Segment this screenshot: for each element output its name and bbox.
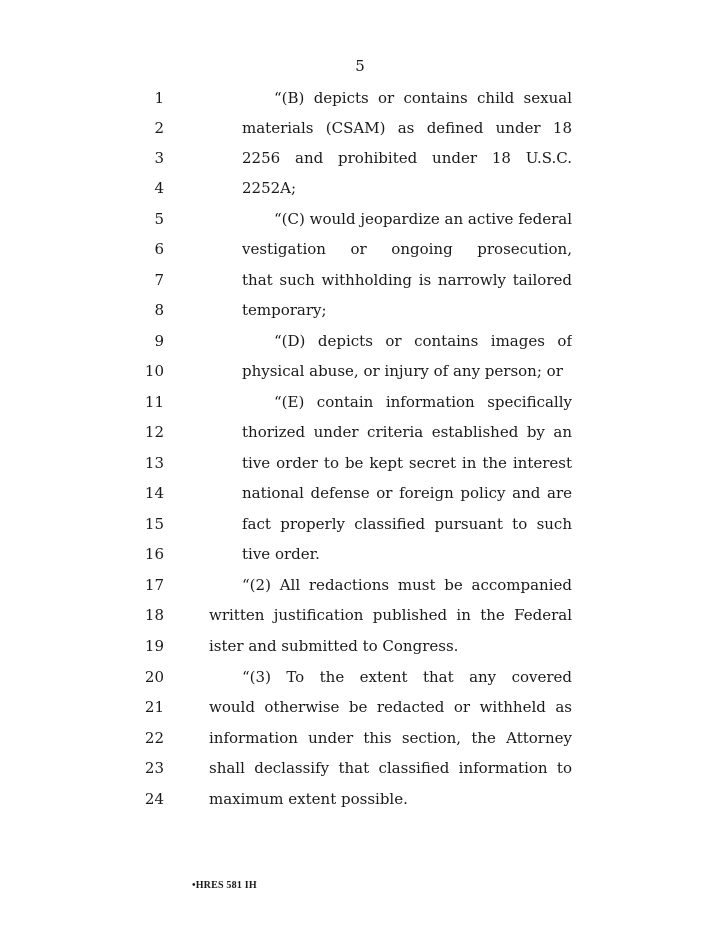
line-number: 12 (144, 423, 164, 441)
line-number: 2 (154, 119, 164, 137)
document-line (0, 603, 720, 633)
line-text: national defense or foreign policy and are (242, 484, 572, 502)
document-line (0, 176, 720, 206)
line-number: 22 (144, 729, 164, 747)
document-line (0, 298, 720, 328)
line-number: 17 (144, 576, 164, 594)
line-text: thorized under criteria established by an (242, 423, 572, 441)
line-text: that such withholding is narrowly tailored (242, 271, 572, 289)
document-line (0, 420, 720, 450)
line-text: “(3) To the extent that any covered (242, 668, 572, 686)
line-number: 8 (154, 301, 164, 319)
page-number: 5 (355, 57, 365, 75)
line-number: 5 (154, 210, 164, 228)
line-text: “(B) depicts or contains child sexual (274, 89, 572, 107)
document-line (0, 268, 720, 298)
line-text: 2256 and prohibited under 18 U.S.C. (242, 149, 572, 167)
document-line (0, 542, 720, 572)
line-text: fact properly classified pursuant to such (242, 515, 572, 533)
line-number: 21 (144, 698, 164, 716)
line-number: 23 (144, 759, 164, 777)
line-text: information under this section, the Attorney (209, 729, 572, 747)
document-line (0, 573, 720, 603)
line-text: ister and submitted to Congress. (209, 637, 459, 655)
line-number: 14 (144, 484, 164, 502)
line-text: written justification published in the Federal (209, 606, 572, 624)
line-number: 10 (144, 362, 164, 380)
document-line (0, 787, 720, 817)
line-number: 4 (154, 179, 164, 197)
line-text: “(D) depicts or contains images of (274, 332, 572, 350)
document-line (0, 665, 720, 695)
line-number: 19 (144, 637, 164, 655)
document-line (0, 726, 720, 756)
document-line (0, 146, 720, 176)
line-text: vestigation or ongoing prosecution, (242, 240, 572, 258)
document-line (0, 116, 720, 146)
document-line (0, 207, 720, 237)
document-line (0, 86, 720, 116)
line-number: 11 (144, 393, 164, 411)
document-line (0, 756, 720, 786)
line-text: 2252A; (242, 179, 297, 197)
line-text: tive order to be kept secret in the interest (242, 454, 572, 472)
line-number: 24 (144, 790, 164, 808)
line-text: “(E) contain information specifically (274, 393, 572, 411)
line-text: materials (CSAM) as defined under 18 (242, 119, 572, 137)
document-line (0, 329, 720, 359)
document-line (0, 390, 720, 420)
line-text: temporary; (242, 301, 327, 319)
line-number: 13 (144, 454, 164, 472)
line-number: 18 (144, 606, 164, 624)
document-line (0, 695, 720, 725)
line-number: 16 (144, 545, 164, 563)
line-number: 6 (154, 240, 164, 258)
line-text: shall declassify that classified information to (209, 759, 572, 777)
line-text: “(2) All redactions must be accompanied (242, 576, 572, 594)
line-text: would otherwise be redacted or withheld as (209, 698, 572, 716)
line-number: 7 (154, 271, 164, 289)
document-line (0, 481, 720, 511)
document-line (0, 237, 720, 267)
document-line (0, 634, 720, 664)
line-number: 15 (144, 515, 164, 533)
line-text: tive order. (242, 545, 320, 563)
document-line (0, 512, 720, 542)
line-number: 9 (154, 332, 164, 350)
line-number: 1 (154, 89, 164, 107)
line-text: maximum extent possible. (209, 790, 408, 808)
line-text: physical abuse, or injury of any person; or (242, 362, 563, 380)
document-line (0, 451, 720, 481)
line-text: “(C) would jeopardize an active federal (274, 210, 572, 228)
document-footer: •HRES 581 IH (192, 880, 257, 891)
line-number: 3 (154, 149, 164, 167)
line-number: 20 (144, 668, 164, 686)
document-line (0, 359, 720, 389)
